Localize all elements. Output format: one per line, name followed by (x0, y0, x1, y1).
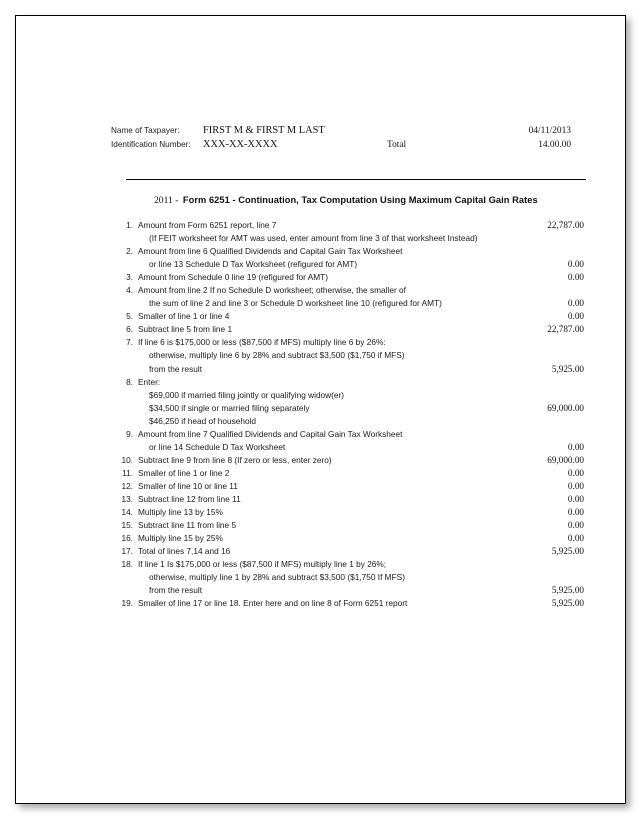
form-line-text: Smaller of line 10 or line 11 (138, 480, 238, 491)
form-line-amount: 5,925.00 (551, 363, 584, 374)
form-line-row (111, 545, 589, 558)
form-line-text: $34,500 if single or married filing separately (149, 402, 310, 413)
form-line-row (111, 297, 589, 310)
form-title-year: 2011 - (154, 195, 179, 206)
form-line-row (111, 232, 589, 245)
form-line-number: 4. (126, 285, 133, 296)
header-row-identification (111, 138, 571, 152)
form-line-row (111, 402, 589, 415)
form-line-text: from the result (149, 363, 203, 374)
header-row-name (111, 124, 571, 138)
identification-number-label: Identification Number: (111, 140, 191, 149)
form-line-row (111, 532, 589, 545)
form-line-text: or line 14 Schedule D Tax Worksheet (149, 441, 286, 452)
form-line-row (111, 363, 589, 376)
header-divider (126, 179, 586, 180)
form-line-row (111, 571, 589, 584)
form-line-text: Multiply line 15 by 25% (138, 533, 223, 544)
form-line-row (111, 284, 589, 297)
form-line-number: 8. (126, 376, 133, 387)
identification-number-value: XXX-XX-XXXX (203, 139, 278, 150)
form-line-text: $46,250 if head of household (149, 415, 257, 426)
form-line-number: 14. (121, 507, 133, 518)
form-line-text: Multiply line 13 by 15% (138, 507, 223, 518)
form-line-number: 3. (126, 272, 133, 283)
form-line-row (111, 467, 589, 480)
taxpayer-header (111, 124, 571, 152)
form-line-amount: 5,925.00 (551, 585, 584, 596)
form-line-row (111, 480, 589, 493)
form-line-row (111, 245, 589, 258)
form-line-row (111, 597, 589, 610)
form-line-text: Smaller of line 1 or line 2 (138, 467, 230, 478)
form-line-number: 16. (121, 533, 133, 544)
form-line-amount: 0.00 (567, 259, 584, 270)
report-date: 04/11/2013 (528, 126, 571, 136)
form-line-row (111, 271, 589, 284)
form-line-row (111, 349, 589, 362)
form-line-row (111, 428, 589, 441)
form-line-row (111, 310, 589, 323)
form-line-number: 1. (126, 220, 133, 230)
form-line-row (111, 336, 589, 349)
form-line-number: 10. (121, 454, 133, 465)
form-line-row (111, 389, 589, 402)
form-line-number: 12. (121, 480, 133, 491)
form-line-text: Smaller of line 17 or line 18. Enter here and on line 8 of Form 6251 report (138, 598, 408, 609)
form-line-text: otherwise, multiply line 6 by 28% and subtract $3,500 ($1,750 if MFS) (149, 350, 405, 361)
form-line-amount: 0.00 (567, 298, 584, 309)
form-line-row (111, 219, 589, 232)
form-line-text: or line 13 Schedule D Tax Worksheet (refigured for AMT) (149, 259, 358, 270)
form-line-text: Amount from Form 6251 report, line 7 (138, 220, 277, 230)
form-line-text: If line 6 is $175,000 or less ($87,500 if MFS) multiply line 6 by 26%: (138, 337, 386, 348)
form-line-number: 2. (126, 246, 133, 257)
form-line-row (111, 519, 589, 532)
form-line-row (111, 558, 589, 571)
form-line-list (111, 219, 589, 610)
form-line-amount: 0.00 (567, 493, 584, 504)
form-line-text: from the result (149, 585, 203, 596)
form-line-amount: 0.00 (567, 311, 584, 322)
form-line-text: Amount from line 6 Qualified Dividends and Capital Gain Tax Worksheet (138, 246, 403, 257)
form-line-number: 15. (121, 520, 133, 531)
form-line-amount: 0.00 (567, 467, 584, 478)
form-line-number: 6. (126, 324, 133, 335)
form-line-number: 13. (121, 493, 133, 504)
form-line-text: Subtract line 11 from line 5 (138, 520, 237, 531)
form-line-number: 11. (122, 467, 133, 478)
total-column-label: Total (387, 140, 407, 150)
form-line-amount: 0.00 (567, 520, 584, 531)
taxpayer-name-value: FIRST M & FIRST M LAST (203, 125, 325, 136)
form-line-text: Amount from line 7 Qualified Dividends and Capital Gain Tax Worksheet (138, 428, 403, 439)
form-line-number: 18. (121, 559, 133, 570)
form-line-amount: 0.00 (567, 441, 584, 452)
form-line-number: 9. (126, 428, 133, 439)
form-line-amount: 0.00 (567, 480, 584, 491)
form-line-amount: 0.00 (567, 507, 584, 518)
form-line-text: Subtract line 5 from line 1 (138, 324, 233, 335)
form-line-amount: 69,000.00 (547, 402, 584, 413)
form-line-amount: 0.00 (567, 272, 584, 283)
form-line-amount: 69,000.00 (547, 454, 584, 465)
form-line-row (111, 323, 589, 336)
form-line-number: 5. (126, 311, 133, 322)
form-line-row (111, 584, 589, 597)
form-line-number: 17. (121, 546, 133, 557)
form-line-row (111, 454, 589, 467)
report-time: 14.00.00 (538, 140, 571, 150)
form-line-text: Enter: (138, 376, 161, 387)
form-line-text: the sum of line 2 and line 3 or Schedule D worksheet line 10 (refigured for AMT) (149, 298, 442, 309)
taxpayer-name-label: Name of Taxpayer: (111, 126, 180, 135)
form-line-number: 7. (126, 337, 133, 348)
form-line-row (111, 506, 589, 519)
form-line-text: otherwise, multiply line 1 by 28% and subtract $3,500 ($1,750 If MFS) (149, 572, 405, 583)
form-line-text: (If FEIT worksheet for AMT was used, enter amount from line 3 of that worksheet Instead) (149, 233, 478, 244)
form-line-amount: 5,925.00 (551, 598, 584, 609)
document-page (15, 15, 626, 804)
form-line-amount: 0.00 (567, 533, 584, 544)
form-line-row (111, 415, 589, 428)
form-line-text: Smaller of line 1 or line 4 (138, 311, 230, 322)
form-line-amount: 5,925.00 (551, 546, 584, 557)
form-line-text: Amount from line 2 If no Schedule D worksheet; otherwise, the smaller of (138, 285, 406, 296)
form-line-text: $69,000 if married filing jointly or qualifying widow(er) (149, 389, 345, 400)
form-line-amount: 22,787.00 (547, 220, 584, 230)
form-line-row (111, 258, 589, 271)
form-line-text: Total of lines 7,14 and 16 (138, 546, 231, 557)
form-line-number: 19. (121, 598, 133, 609)
form-line-text: Subtract line 9 from line 8 (If zero or less, enter zero) (138, 454, 332, 465)
form-line-text: Subtract line 12 from line 11 (138, 493, 241, 504)
form-line-row (111, 493, 589, 506)
form-line-amount: 22,787.00 (547, 324, 584, 335)
page-title (154, 192, 538, 207)
form-line-text: If line 1 Is $175,000 or less ($87,500 if MFS) multiply line 1 by 26%; (138, 559, 387, 570)
form-title-main: Form 6251 - Continuation, Tax Computation Using Maximum Capital Gain Rates (182, 195, 538, 205)
form-line-row (111, 441, 589, 454)
form-line-row (111, 376, 589, 389)
form-line-text: Amount from Schedule 0 line 19 (refigured for AMT) (138, 272, 328, 283)
